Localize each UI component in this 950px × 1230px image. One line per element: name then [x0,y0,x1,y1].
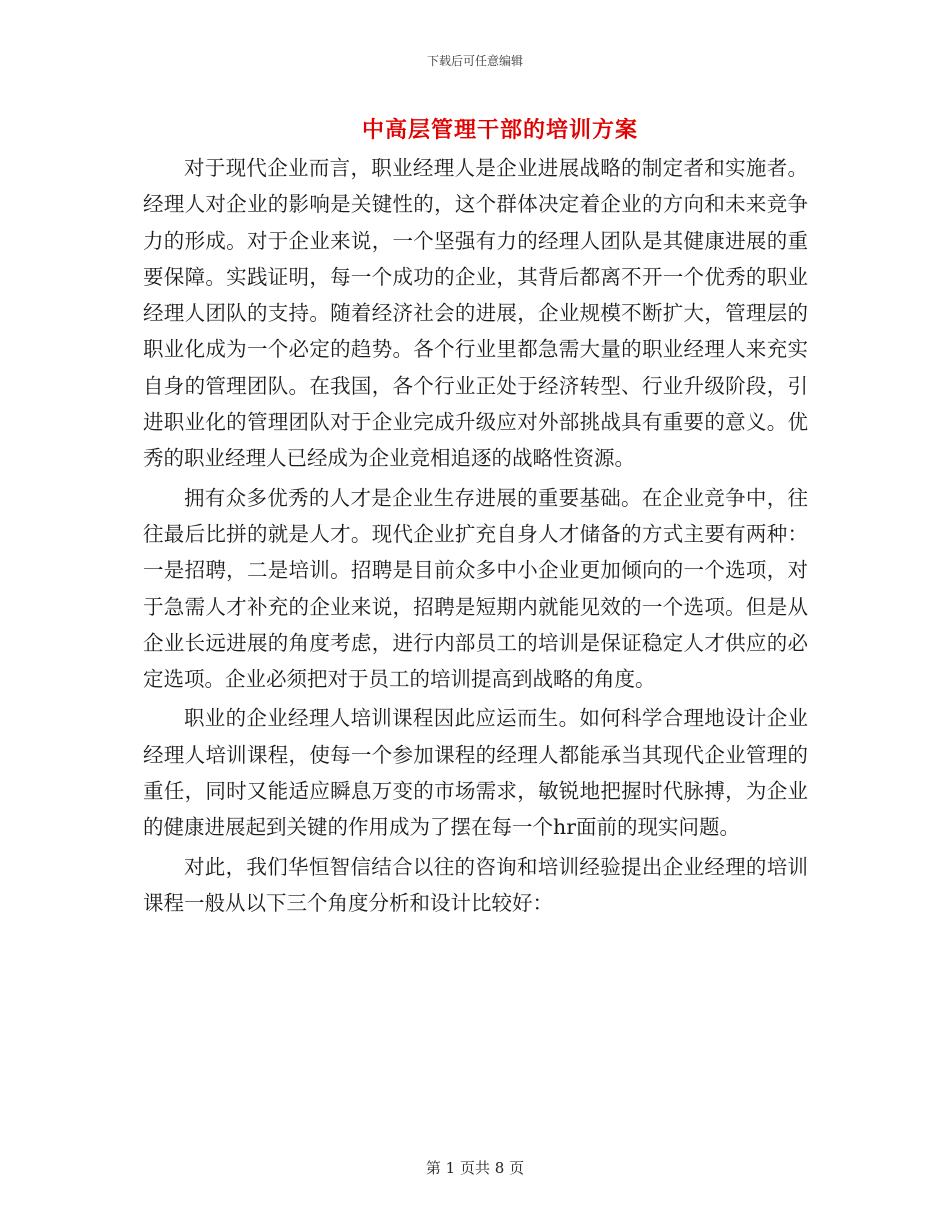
paragraph-3: 职业的企业经理人培训课程因此应运而生。如何科学合理地设计企业经理人培训课程，使每一个参加课程的经理人都能承当其现代企业管理的重任，同时又能适应瞬息万变的市场需求，敏锐地把握时代脉搏，为企业的健康进展起到关键的作用成为了摆在每一个hr面前的现实问题。 [143,706,808,840]
document-body [143,150,808,924]
paragraph-1: 对于现代企业而言，职业经理人是企业进展战略的制定者和实施者。经理人对企业的影响是关键性的，这个群体决定着企业的方向和未来竞争力的形成。对于企业来说，一个坚强有力的经理人团队是其健康进展的重要保障。实践证明，每一个成功的企业，其背后都离不开一个优秀的职业经理人团队的支持。随着经济社会的进展，企业规模不断扩大，管理层的职业化成为一个必定的趋势。各个行业里都急需大量的职业经理人来充实自身的管理团队。在我国，各个行业正处于经济转型、行业升级阶段，引进职业化的管理团队对于企业完成升级应对外部挑战具有重要的意义。优秀的职业经理人已经成为企业竞相追逐的战略性资源。 [143,156,808,471]
document-title: 中高层管理干部的培训方案 [361,118,638,143]
page-header-note: 下载后可任意编辑 [426,54,523,68]
page-number-footer: 第 1 页共 8 页 [425,1159,525,1177]
paragraph-4: 对此，我们华恒智信结合以往的咨询和培训经验提出企业经理的培训课程一般从以下三个角度分析和设计比较好： [143,854,808,915]
paragraph-2: 拥有众多优秀的人才是企业生存进展的重要基础。在企业竞争中，往往最后比拼的就是人才。现代企业扩充自身人才储备的方式主要有两种：一是招聘，二是培训。招聘是目前众多中小企业更加倾向的一个选项，对于急需人才补充的企业来说，招聘是短期内就能见效的一个选项。但是从企业长远进展的角度考虑，进行内部员工的培训是保证稳定人才供应的必定选项。企业必须把对于员工的培训提高到战略的角度。 [143,485,808,692]
